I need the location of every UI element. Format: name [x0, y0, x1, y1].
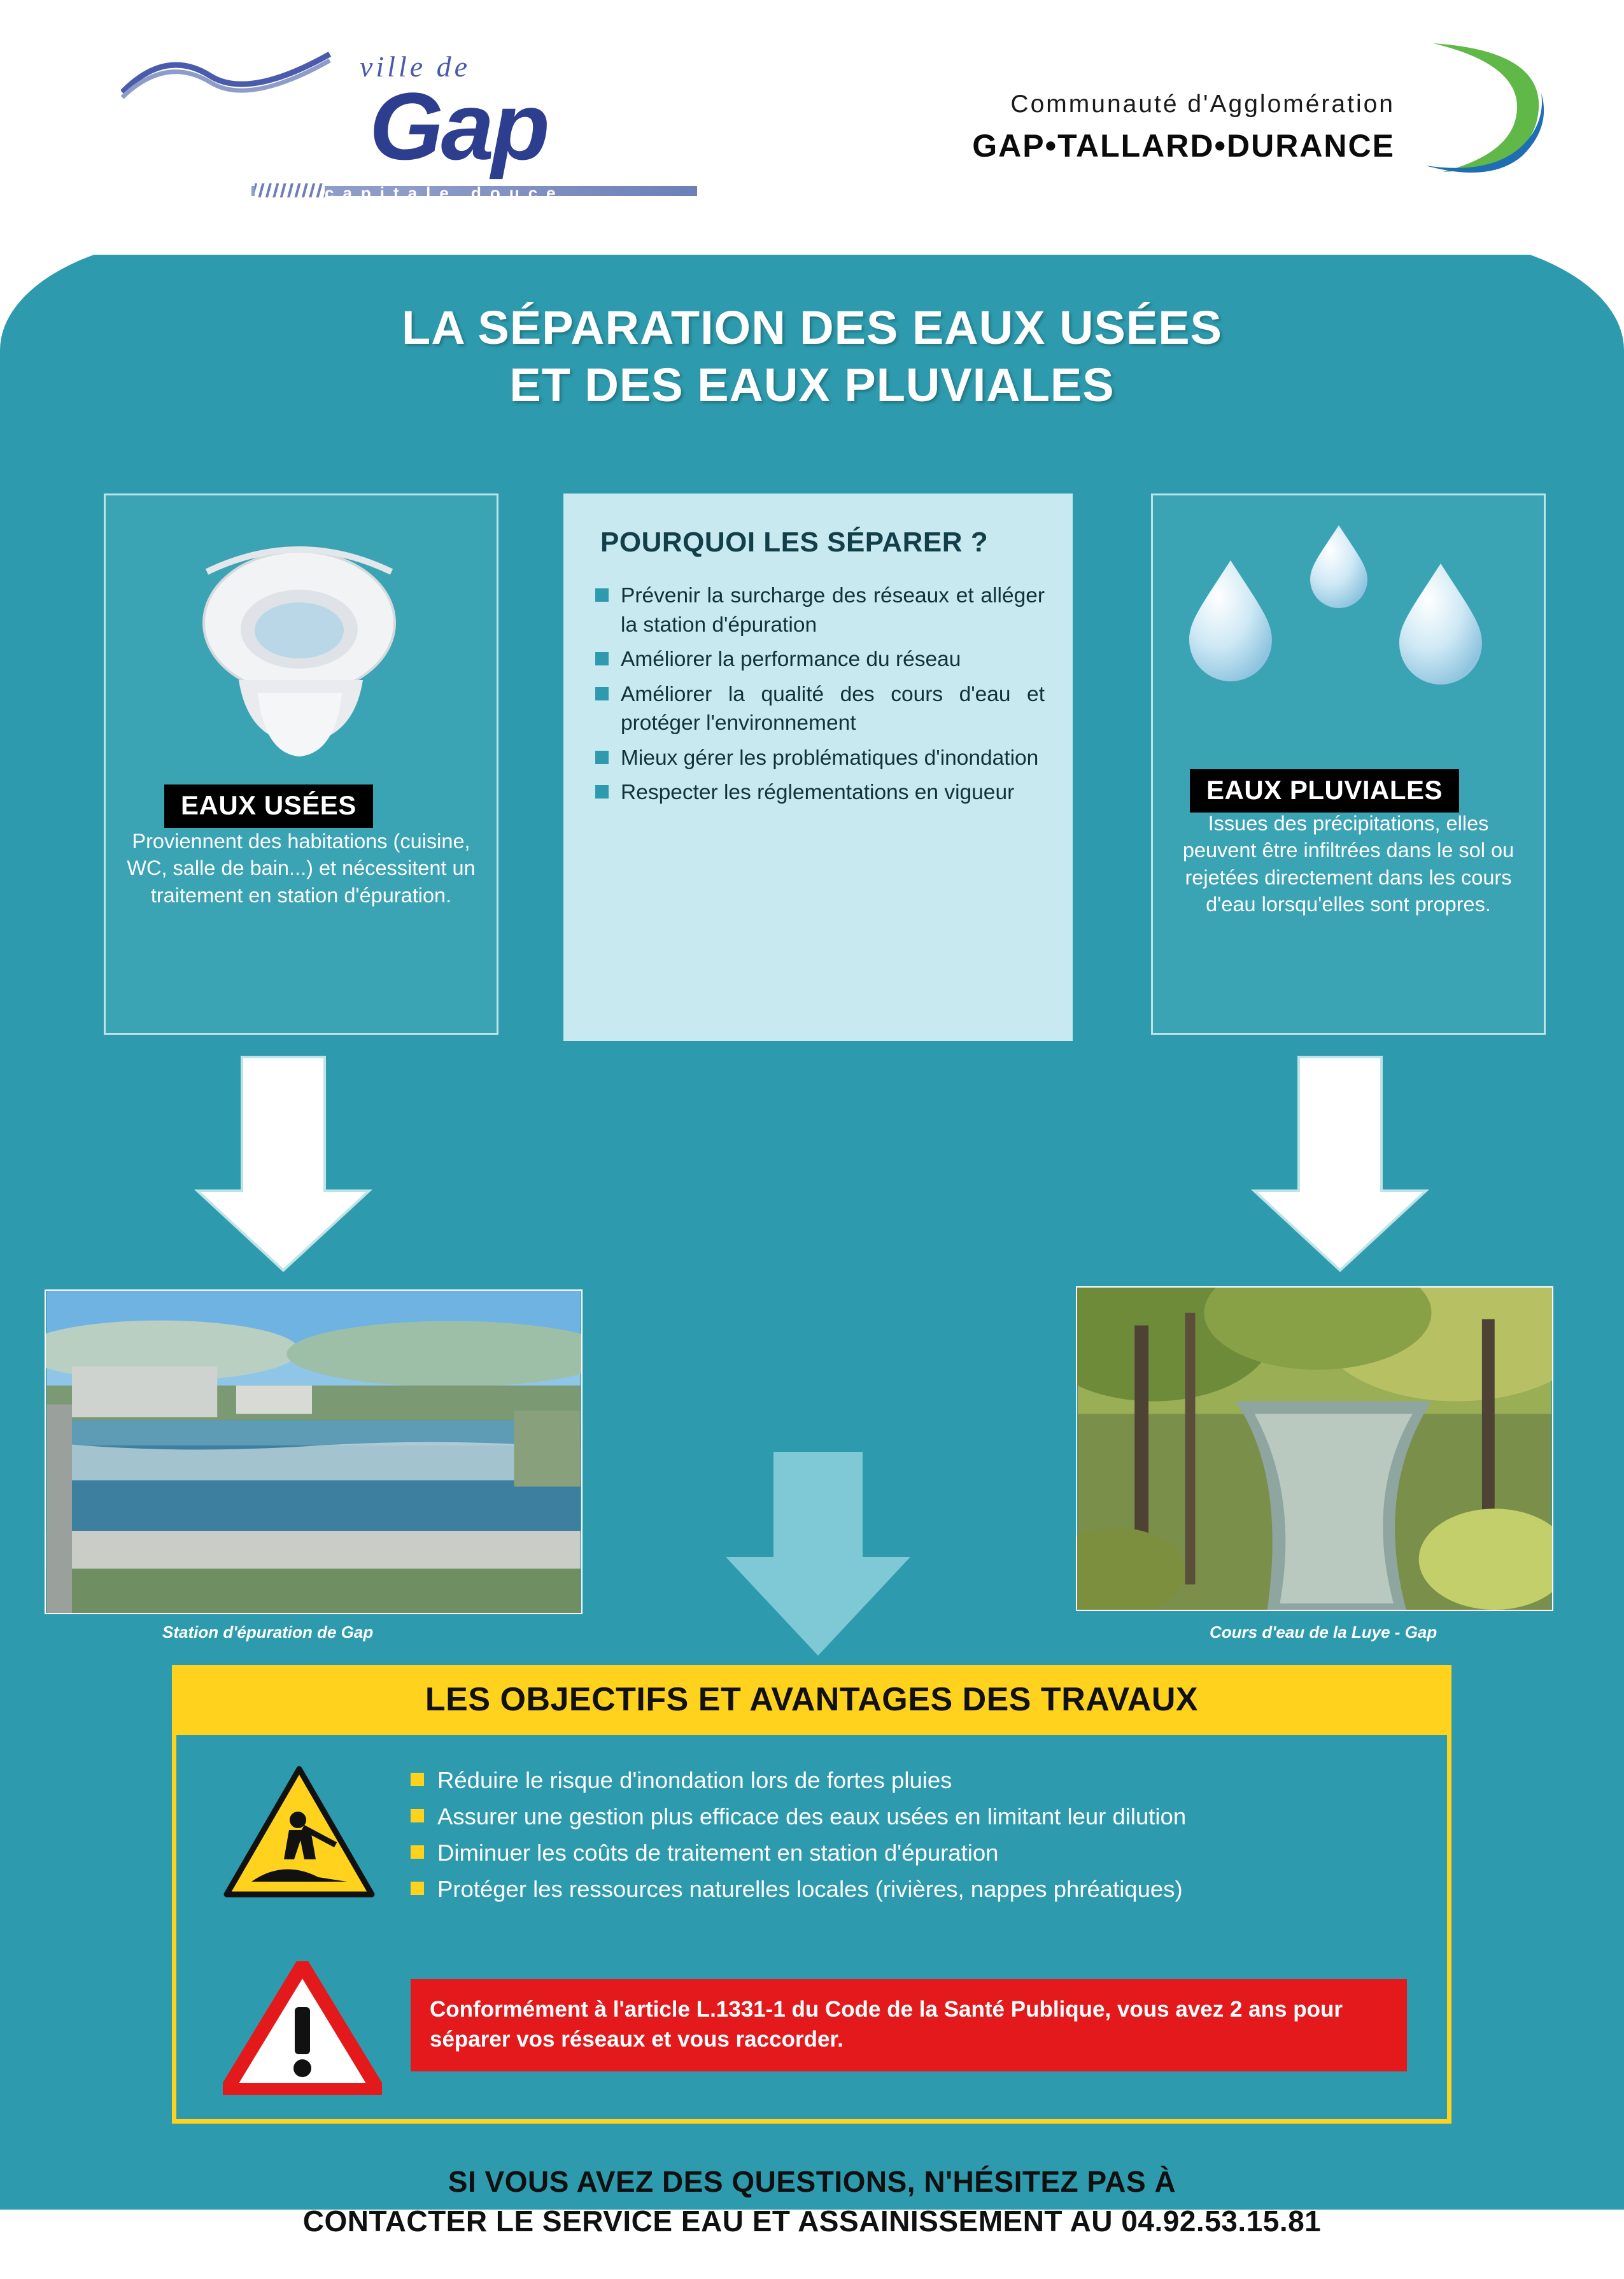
photo-cours-eau: [1076, 1286, 1553, 1611]
agglo-logo-line2: GAP•TALLARD•DURANCE: [972, 128, 1395, 164]
page-footer: [0, 2162, 1624, 2241]
list-item: Prévenir la surcharge des réseaux et alléger la station d'épuration: [593, 581, 1045, 639]
page-title-line2: ET DES EAUX PLUVIALES: [509, 359, 1115, 412]
list-item: Réduire le risque d'inondation lors de fortes pluies: [411, 1764, 1436, 1796]
caption-eaux-pluviales: Issues des précipitations, elles peuvent être infiltrées dans le sol ou rejetées directement dans les cours d'eau lorsqu'elles sont propres.: [1182, 812, 1515, 916]
pourquoi-list: [563, 558, 1073, 807]
city-logo-swoosh-icon: [121, 48, 331, 105]
panel-pourquoi-heading: POURQUOI LES SÉPARER ?: [600, 527, 989, 558]
agglo-logo-swirl-icon: [1408, 38, 1554, 178]
footer-line1: SI VOUS AVEZ DES QUESTIONS, N'HÉSITEZ PAS À: [448, 2165, 1176, 2198]
city-logo-name-text: Gap: [369, 73, 547, 180]
badge-eaux-usees: EAUX USÉES: [164, 785, 373, 828]
page-header: [0, 0, 1624, 255]
agglo-logo-line1: Communauté d'Agglomération: [1010, 90, 1395, 118]
raindrops-icon: [1170, 509, 1527, 764]
list-item: Mieux gérer les problématiques d'inondation: [593, 744, 1045, 773]
list-item: Assurer une gestion plus efficace des eaux usées en limitant leur dilution: [411, 1800, 1436, 1833]
objectives-heading: LES OBJECTIFS ET AVANTAGES DES TRAVAUX: [172, 1665, 1451, 1735]
caption-eaux-usees: Proviennent des habitations (cuisine, WC, salle de bain...) et nécessitent un traitement en station d'épuration.: [127, 830, 476, 907]
agglomeration-logo: [972, 38, 1554, 178]
list-item: Respecter les réglementations en vigueur: [593, 778, 1045, 807]
list-item: Diminuer les coûts de traitement en station d'épuration: [411, 1836, 1436, 1869]
page-title: [0, 299, 1624, 415]
list-item: Protéger les ressources naturelles locales (rivières, nappes phréatiques): [411, 1873, 1436, 1905]
city-logo-tagline: capitale douce: [325, 183, 565, 202]
arrow-down-center-icon: [713, 1452, 923, 1662]
city-logo: [121, 19, 605, 202]
city-logo-hatch: [255, 183, 325, 197]
photo-station-caption: Station d'épuration de Gap: [162, 1622, 374, 1642]
panel-pourquoi-separer: [563, 493, 1073, 1041]
arrow-down-left-icon: [188, 1054, 379, 1277]
roadworks-sign-icon: [223, 1764, 376, 1901]
objectives-list: [411, 1764, 1436, 1909]
photo-station-epuration: [45, 1289, 583, 1614]
toilet-icon: [169, 534, 436, 763]
list-item: Améliorer la performance du réseau: [593, 645, 1045, 674]
badge-eaux-pluviales: EAUX PLUVIALES: [1190, 769, 1459, 813]
legal-warning-box: Conformément à l'article L.1331-1 du Code de la Santé Publique, vous avez 2 ans pour séparer vos réseaux et vous raccorder.: [411, 1979, 1407, 2071]
list-item: Améliorer la qualité des cours d'eau et protéger l'environnement: [593, 680, 1045, 738]
warning-sign-icon: [223, 1961, 382, 2095]
arrow-down-right-icon: [1245, 1054, 1436, 1277]
city-logo-ville-text: ville de: [360, 50, 471, 83]
footer-line2: CONTACTER LE SERVICE EAU ET ASSAINISSEMENT AU 04.92.53.15.81: [302, 2204, 1322, 2238]
photo-cours-eau-caption: Cours d'eau de la Luye - Gap: [1210, 1622, 1437, 1642]
page-title-line1: LA SÉPARATION DES EAUX USÉES: [402, 301, 1222, 354]
